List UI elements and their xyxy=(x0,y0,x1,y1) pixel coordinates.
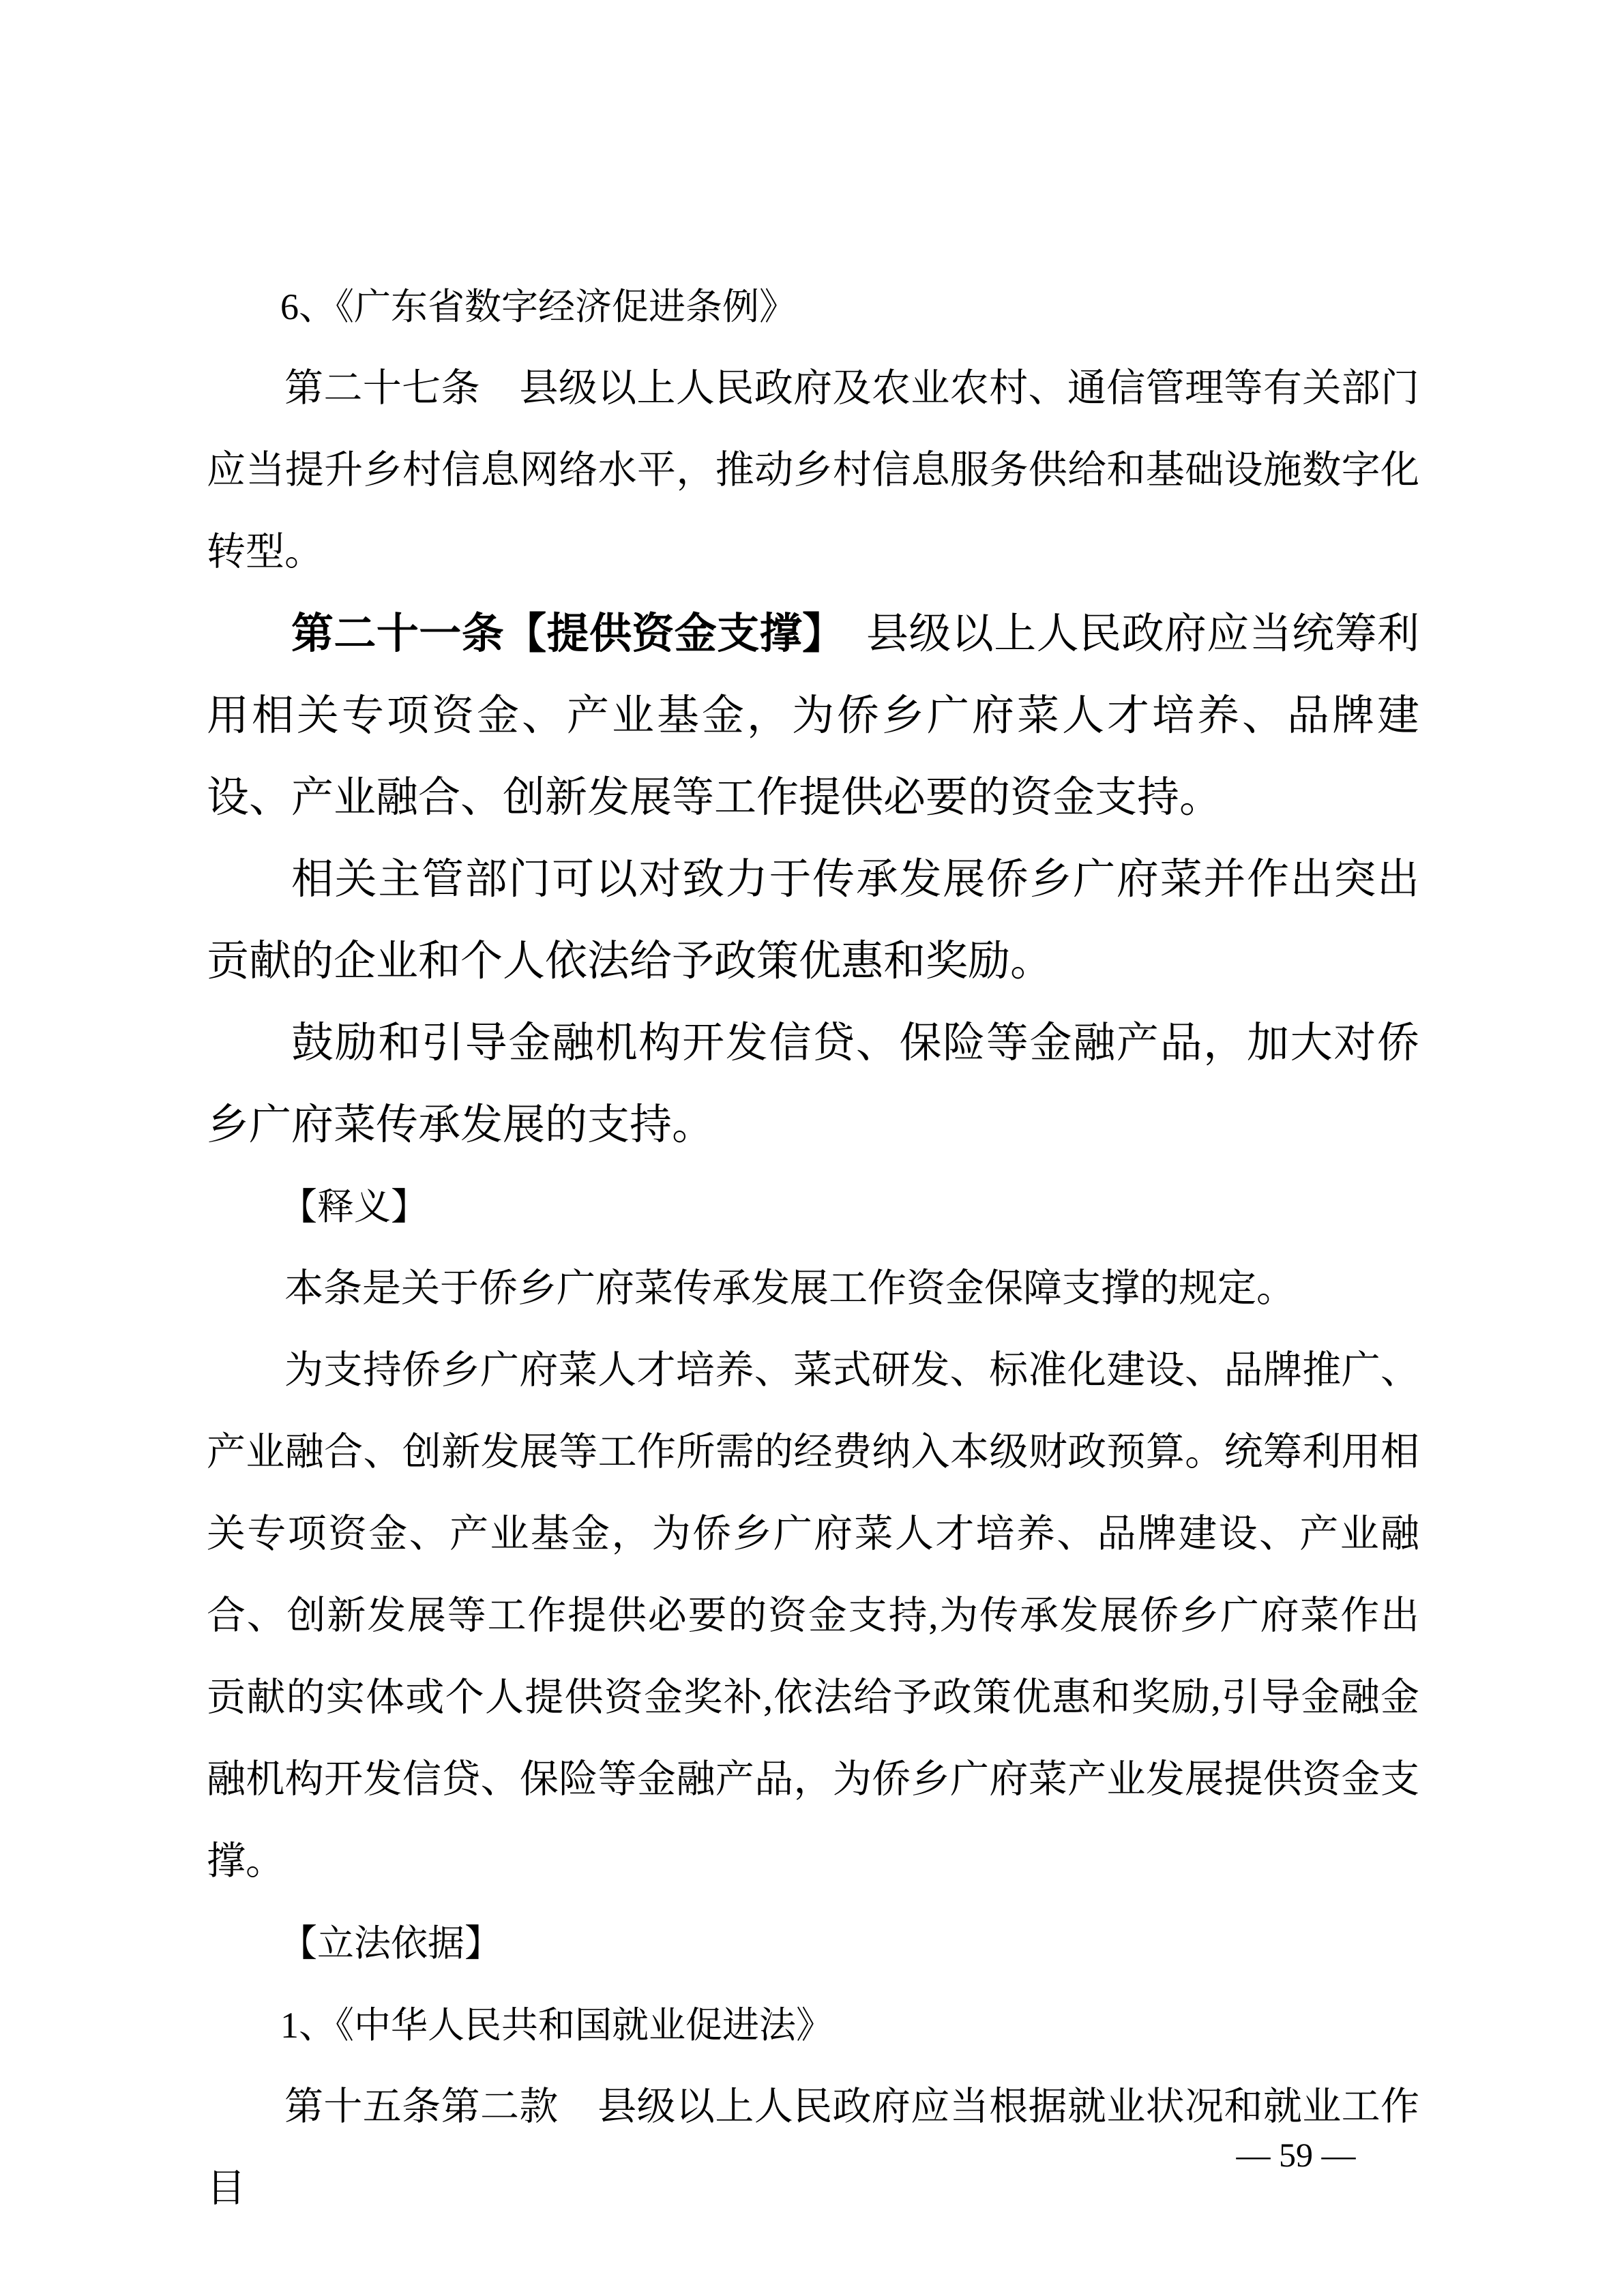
page-number-text: — 59 — xyxy=(1236,2136,1356,2174)
document-content xyxy=(207,266,1419,2230)
page-number xyxy=(1207,2131,1385,2179)
legislative-basis-section-heading: 【立法依据】 xyxy=(280,1923,501,1964)
interpretation-section-heading: 【释义】 xyxy=(280,1187,428,1227)
law-title-heading-1: 1、《中华人民共和国就业促进法》 xyxy=(280,2005,833,2046)
interpretation-paragraph-2: 为支持侨乡广府菜人才培养、菜式研发、标准化建设、品牌推广、产业融合、创新发展等工作所需的经费纳入本级财政预算。统筹利用相关专项资金、产业基金，为侨乡广府菜人才培养、品牌建设、产业融合、创新发展等工作提供必要的资金支持,为传承发展侨乡广府菜作出贡献的实体或个人提供资金奖补,依法给予政策优惠和奖励,引导金融金融机构开发信贷、保险等金融产品，为侨乡广府菜产业发展提供资金支撑。 xyxy=(207,1349,1419,1883)
article21-paragraph-2: 相关主管部门可以对致力于传承发展侨乡广府菜并作出突出贡献的企业和个人依法给予政策优惠和奖励。 xyxy=(207,856,1419,985)
article21-body-text: 县级以上人民政府应当统筹利用相关专项资金、产业基金，为侨乡广府菜人才培养、品牌建设、产业融合、创新发展等工作提供必要的资金支持。 xyxy=(207,611,1419,821)
law-title-heading-6: 6、《广东省数字经济促进条例》 xyxy=(280,286,796,327)
article21-paragraph-1 xyxy=(207,593,1419,839)
article21-paragraph-3: 鼓励和引导金融机构开发信贷、保险等金融产品，加大对侨乡广府菜传承发展的支持。 xyxy=(207,1020,1419,1148)
article27-quote-paragraph: 第二十七条 县级以上人民政府及农业农村、通信管理等有关部门应当提升乡村信息网络水平，推动乡村信息服务供给和基础设施数字化转型。 xyxy=(207,367,1419,573)
interpretation-paragraph-1: 本条是关于侨乡广府菜传承发展工作资金保障支撑的规定。 xyxy=(284,1267,1295,1310)
article21-number-title: 第二十一条【提供资金支撑】 xyxy=(291,610,824,657)
law1-quote-paragraph: 第十五条第二款 县级以上人民政府应当根据就业状况和就业工作目 xyxy=(207,2085,1419,2210)
